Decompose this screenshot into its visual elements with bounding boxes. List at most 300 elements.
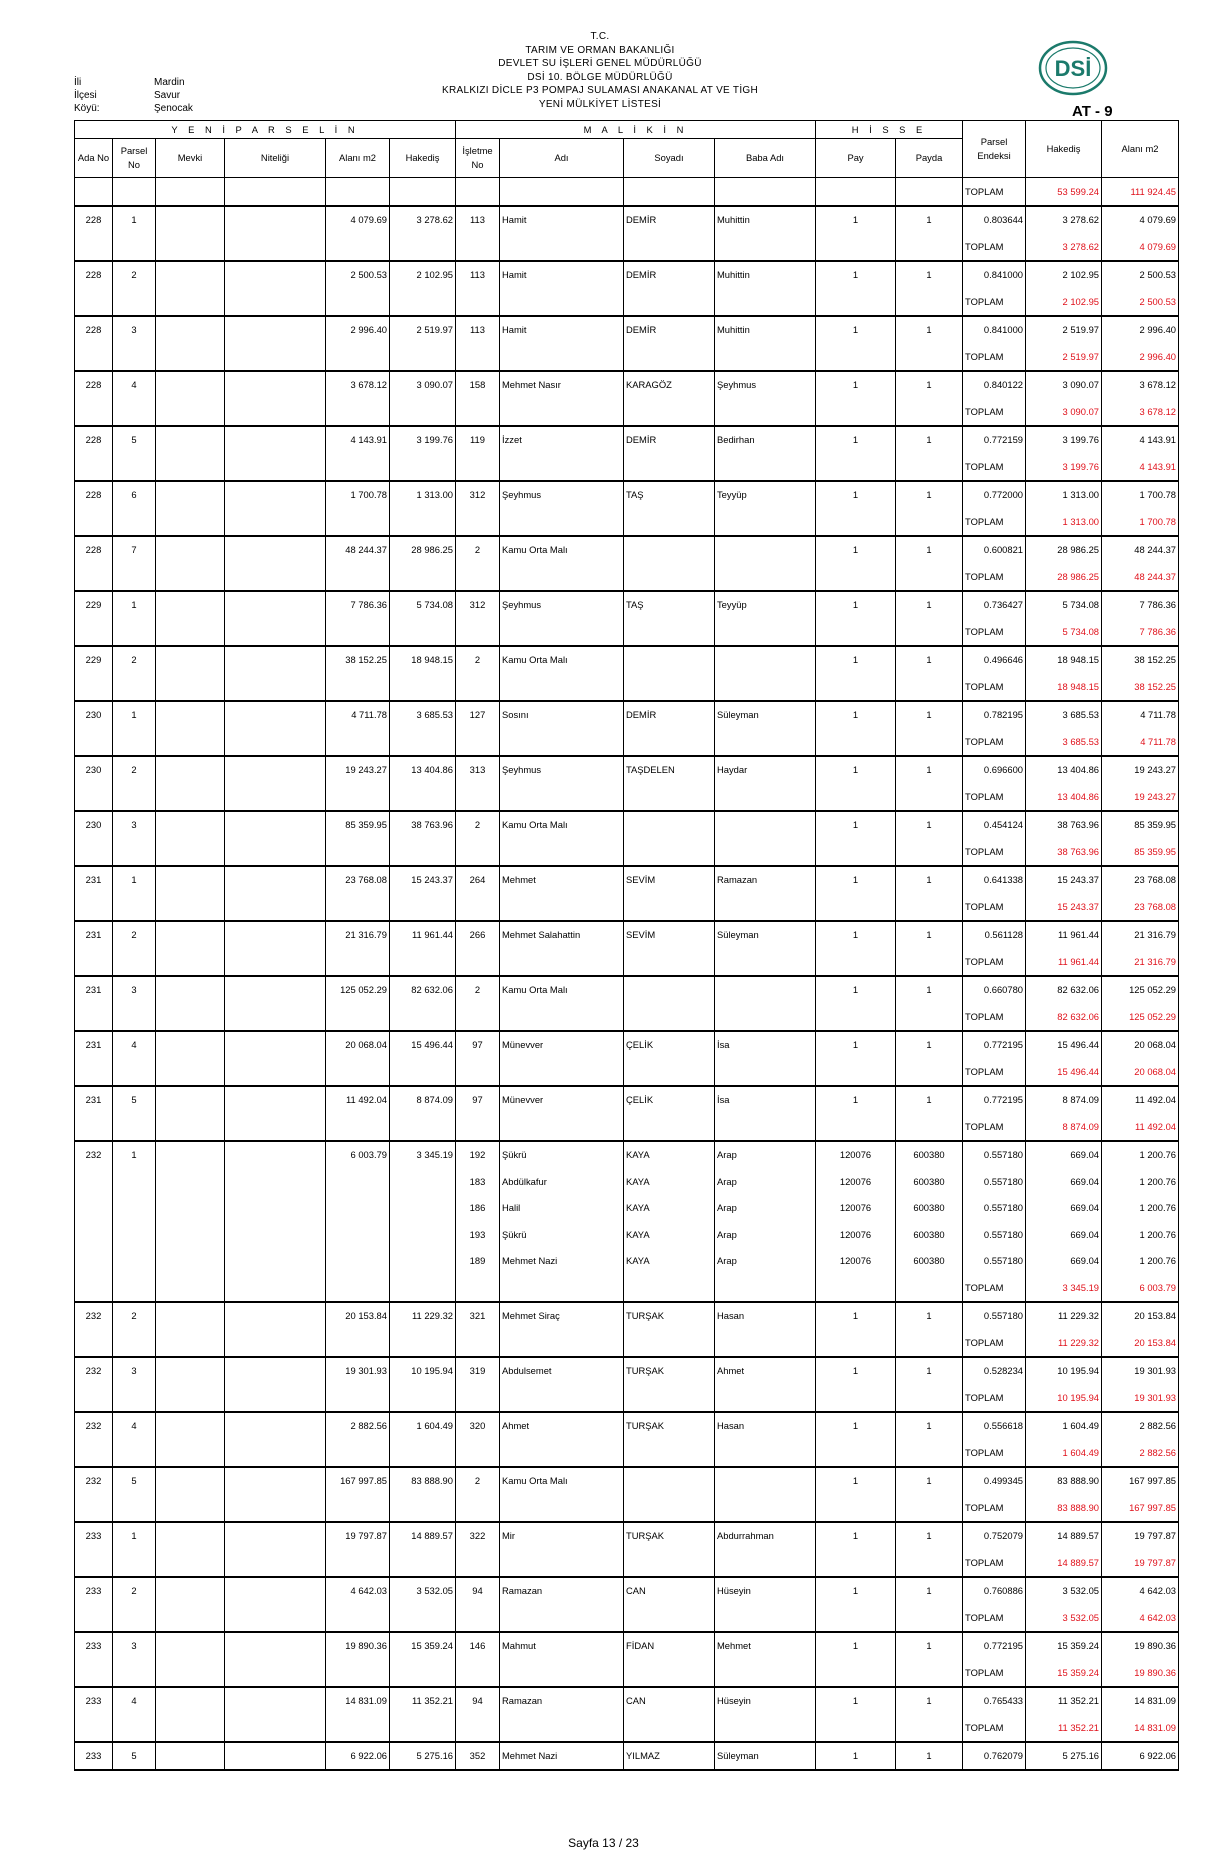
cell-soyadi: YILMAZ	[624, 1742, 715, 1771]
empty-cell	[456, 1058, 500, 1086]
total-alan: 4 642.03	[1102, 1604, 1179, 1632]
table-row	[75, 1632, 1179, 1660]
empty-cell	[624, 673, 715, 701]
empty-cell	[500, 1494, 624, 1522]
cell-payda: 600380	[896, 1195, 963, 1222]
cell-parsel: 3	[113, 976, 156, 1004]
toplam-label: TOPLAM	[963, 343, 1026, 371]
empty-cell	[156, 1549, 225, 1577]
cell-mevki	[156, 591, 225, 619]
total-alan: 11 492.04	[1102, 1113, 1179, 1141]
cell-alan: 4 711.78	[326, 701, 390, 729]
total-alan: 6 003.79	[1102, 1274, 1179, 1302]
cell-mevki	[156, 646, 225, 674]
empty-cell	[896, 1003, 963, 1031]
cell-baba: Hasan	[715, 1412, 816, 1440]
cell-hakedis2: 1 604.49	[1026, 1412, 1102, 1440]
cell-payda: 1	[896, 866, 963, 894]
empty-cell	[113, 1274, 156, 1302]
empty-cell	[816, 1329, 896, 1357]
cell-pay: 120076	[816, 1141, 896, 1169]
empty-cell	[456, 288, 500, 316]
empty-cell	[715, 673, 816, 701]
cell-niteligi	[225, 481, 326, 509]
cell-ada: 228	[75, 316, 113, 344]
cell-baba: Arap	[715, 1168, 816, 1195]
empty-cell	[715, 783, 816, 811]
cell-endeks: 0.557180	[963, 1168, 1026, 1195]
cell-endeks: 0.803644	[963, 206, 1026, 234]
cell-parsel: 2	[113, 1302, 156, 1330]
empty-cell	[715, 1329, 816, 1357]
empty-cell	[225, 838, 326, 866]
empty-cell	[715, 728, 816, 756]
cell-soyadi: TURŞAK	[624, 1357, 715, 1385]
empty-cell	[456, 1714, 500, 1742]
cell-mevki	[156, 976, 225, 1004]
cell-soyadi: KAYA	[624, 1221, 715, 1248]
empty-cell	[326, 398, 390, 426]
empty-cell	[225, 728, 326, 756]
empty-cell	[896, 508, 963, 536]
dsi-logo	[1038, 40, 1108, 96]
total-hakedis: 28 986.25	[1026, 563, 1102, 591]
empty-cell	[896, 728, 963, 756]
cell-ada: 233	[75, 1632, 113, 1660]
cell-mevki	[156, 866, 225, 894]
empty-cell	[75, 1604, 113, 1632]
table-row	[75, 811, 1179, 839]
empty-cell	[75, 1274, 113, 1302]
total-hakedis: 11 229.32	[1026, 1329, 1102, 1357]
cell-alan: 85 359.95	[326, 811, 390, 839]
total-row	[75, 563, 1179, 591]
empty-cell	[624, 1659, 715, 1687]
total-row	[75, 948, 1179, 976]
empty-cell	[896, 1494, 963, 1522]
cell-soyadi	[624, 811, 715, 839]
total-row	[75, 1329, 1179, 1357]
cell-endeks: 0.736427	[963, 591, 1026, 619]
cell-parsel	[113, 1168, 156, 1195]
cell-hakedis2: 11 229.32	[1026, 1302, 1102, 1330]
cell-alan2: 20 153.84	[1102, 1302, 1179, 1330]
cell-endeks: 0.561128	[963, 921, 1026, 949]
cell-soyadi: TURŞAK	[624, 1522, 715, 1550]
il-label: İli	[74, 77, 82, 88]
cell-soyadi: TAŞDELEN	[624, 756, 715, 784]
cell-adi: Halil	[500, 1195, 624, 1222]
cell-niteligi	[225, 316, 326, 344]
cell-payda: 600380	[896, 1221, 963, 1248]
empty-cell	[896, 453, 963, 481]
col-alan2: Alanı m2	[1102, 121, 1179, 178]
empty-cell	[896, 288, 963, 316]
empty-cell	[715, 948, 816, 976]
empty-cell	[156, 728, 225, 756]
cell-alan2: 6 922.06	[1102, 1742, 1179, 1771]
ilce-label: İlçesi	[74, 90, 97, 101]
empty-cell	[113, 618, 156, 646]
toplam-label: TOPLAM	[963, 1439, 1026, 1467]
empty-cell	[715, 1549, 816, 1577]
empty-cell	[156, 508, 225, 536]
empty-cell	[75, 1439, 113, 1467]
empty-cell	[624, 453, 715, 481]
cell-ada: 231	[75, 866, 113, 894]
cell-alan2: 2 996.40	[1102, 316, 1179, 344]
cell-hakedis: 3 278.62	[390, 206, 456, 234]
cell-isletme: 266	[456, 921, 500, 949]
cell-payda: 600380	[896, 1248, 963, 1275]
cell-alan2: 4 079.69	[1102, 206, 1179, 234]
cell-adi: Kamu Orta Malı	[500, 646, 624, 674]
cell-isletme: 94	[456, 1577, 500, 1605]
cell-hakedis2: 669.04	[1026, 1141, 1102, 1169]
cell-alan: 14 831.09	[326, 1687, 390, 1715]
empty-cell	[456, 1494, 500, 1522]
cell-hakedis	[390, 1168, 456, 1195]
col-adi: Adı	[500, 139, 624, 178]
cell-parsel: 5	[113, 1467, 156, 1495]
cell-baba	[715, 536, 816, 564]
cell-adi: Abdülkafur	[500, 1168, 624, 1195]
empty-cell	[816, 1549, 896, 1577]
cell-hakedis2: 10 195.94	[1026, 1357, 1102, 1385]
empty-cell	[715, 1113, 816, 1141]
cell-pay: 1	[816, 206, 896, 234]
cell-ada: 233	[75, 1522, 113, 1550]
empty-cell	[75, 563, 113, 591]
empty-cell	[326, 1604, 390, 1632]
empty-cell	[75, 728, 113, 756]
total-row	[75, 1549, 1179, 1577]
empty-cell	[113, 288, 156, 316]
cell-ada: 231	[75, 976, 113, 1004]
cell-parsel: 6	[113, 481, 156, 509]
cell-isletme: 97	[456, 1086, 500, 1114]
empty-cell	[326, 948, 390, 976]
table-row	[75, 371, 1179, 399]
total-alan: 14 831.09	[1102, 1714, 1179, 1742]
cell-pay: 1	[816, 1086, 896, 1114]
cell-alan2: 21 316.79	[1102, 921, 1179, 949]
cell-niteligi	[225, 1086, 326, 1114]
cell-parsel: 5	[113, 1086, 156, 1114]
empty-cell	[624, 893, 715, 921]
empty-cell	[75, 508, 113, 536]
empty-cell	[456, 948, 500, 976]
empty-cell	[456, 563, 500, 591]
cell-hakedis2: 82 632.06	[1026, 976, 1102, 1004]
cell-mevki	[156, 536, 225, 564]
empty-cell	[225, 1274, 326, 1302]
cell-hakedis2: 2 102.95	[1026, 261, 1102, 289]
cell-niteligi	[225, 1412, 326, 1440]
total-row	[75, 1439, 1179, 1467]
cell-parsel: 1	[113, 1522, 156, 1550]
cell-alan: 2 882.56	[326, 1412, 390, 1440]
toplam-label: TOPLAM	[963, 288, 1026, 316]
cell-adi: Şeyhmus	[500, 591, 624, 619]
cell-parsel: 5	[113, 426, 156, 454]
cell-payda: 1	[896, 1632, 963, 1660]
empty-cell	[326, 893, 390, 921]
empty-cell	[390, 398, 456, 426]
cell-pay: 1	[816, 811, 896, 839]
cell-adi: Ramazan	[500, 1687, 624, 1715]
cell-endeks: 0.782195	[963, 701, 1026, 729]
total-hakedis: 38 763.96	[1026, 838, 1102, 866]
empty-cell	[896, 1384, 963, 1412]
cell-soyadi: TAŞ	[624, 591, 715, 619]
empty-cell	[456, 1003, 500, 1031]
cell-mevki	[156, 811, 225, 839]
empty-cell	[390, 233, 456, 261]
cell-endeks: 0.841000	[963, 316, 1026, 344]
empty-cell	[75, 1003, 113, 1031]
cell-payda: 1	[896, 371, 963, 399]
empty-cell	[390, 1003, 456, 1031]
cell-baba: Hasan	[715, 1302, 816, 1330]
empty-cell	[624, 563, 715, 591]
cell-soyadi: CAN	[624, 1577, 715, 1605]
cell-payda: 1	[896, 1687, 963, 1715]
empty-cell	[500, 1604, 624, 1632]
cell-pay: 1	[816, 976, 896, 1004]
cell-hakedis2: 83 888.90	[1026, 1467, 1102, 1495]
empty-cell	[156, 948, 225, 976]
cell-payda: 1	[896, 1412, 963, 1440]
cell-niteligi	[225, 701, 326, 729]
total-hakedis: 82 632.06	[1026, 1003, 1102, 1031]
cell-pay: 1	[816, 756, 896, 784]
cell-hakedis: 82 632.06	[390, 976, 456, 1004]
empty-cell	[624, 1329, 715, 1357]
cell-hakedis2: 15 496.44	[1026, 1031, 1102, 1059]
cell-hakedis2: 669.04	[1026, 1168, 1102, 1195]
empty-cell	[156, 1439, 225, 1467]
cell-alan: 19 243.27	[326, 756, 390, 784]
cell-endeks: 0.760886	[963, 1577, 1026, 1605]
empty-cell	[816, 398, 896, 426]
cell-alan2: 2 882.56	[1102, 1412, 1179, 1440]
total-alan: 7 786.36	[1102, 618, 1179, 646]
empty-cell	[816, 1659, 896, 1687]
cell-soyadi: DEMİR	[624, 206, 715, 234]
cell-niteligi	[225, 866, 326, 894]
cell-alan2: 4 642.03	[1102, 1577, 1179, 1605]
empty-cell	[456, 508, 500, 536]
cell-adi: Mehmet	[500, 866, 624, 894]
empty-cell	[624, 1274, 715, 1302]
cell-parsel: 4	[113, 1031, 156, 1059]
cell-pay: 120076	[816, 1248, 896, 1275]
cell-adi: Kamu Orta Malı	[500, 536, 624, 564]
cell-payda: 1	[896, 1467, 963, 1495]
cell-endeks: 0.752079	[963, 1522, 1026, 1550]
cell-mevki	[156, 1195, 225, 1222]
cell-hakedis: 8 874.09	[390, 1086, 456, 1114]
toplam-label: TOPLAM	[963, 1058, 1026, 1086]
table-row	[75, 1357, 1179, 1385]
toplam-label: TOPLAM	[963, 233, 1026, 261]
cell-ada	[75, 1195, 113, 1222]
total-hakedis: 11 352.21	[1026, 1714, 1102, 1742]
cell-alan2: 85 359.95	[1102, 811, 1179, 839]
col-parsel: Parsel No	[113, 139, 156, 178]
empty-cell	[113, 1494, 156, 1522]
toplam-label: TOPLAM	[963, 1274, 1026, 1302]
empty-cell	[896, 398, 963, 426]
cell-alan: 19 301.93	[326, 1357, 390, 1385]
cell-endeks: 0.557180	[963, 1141, 1026, 1169]
cell-adi: Münevver	[500, 1031, 624, 1059]
empty-cell	[715, 398, 816, 426]
empty-cell	[816, 1003, 896, 1031]
cell-pay: 1	[816, 316, 896, 344]
cell-pay: 1	[816, 1357, 896, 1385]
cell-niteligi	[225, 1522, 326, 1550]
cell-mevki	[156, 1221, 225, 1248]
empty-cell	[500, 838, 624, 866]
empty-cell	[715, 343, 816, 371]
cell-niteligi	[225, 1221, 326, 1248]
table-row	[75, 1031, 1179, 1059]
cell-isletme: 319	[456, 1357, 500, 1385]
cell-hakedis: 3 532.05	[390, 1577, 456, 1605]
cell-baba	[715, 1467, 816, 1495]
cell-mevki	[156, 1248, 225, 1275]
cell-mevki	[156, 1687, 225, 1715]
empty-cell	[225, 948, 326, 976]
cell-pay: 120076	[816, 1195, 896, 1222]
cell-hakedis: 2 519.97	[390, 316, 456, 344]
cell-alan2: 20 068.04	[1102, 1031, 1179, 1059]
title-line-6: YENİ MÜLKİYET LİSTESİ	[538, 98, 662, 110]
cell-adi: İzzet	[500, 426, 624, 454]
empty-cell	[456, 398, 500, 426]
total-hakedis: 3 532.05	[1026, 1604, 1102, 1632]
total-hakedis: 15 359.24	[1026, 1659, 1102, 1687]
cell-pay: 1	[816, 426, 896, 454]
cell-alan: 6 003.79	[326, 1141, 390, 1169]
title-line-3: DEVLET SU İŞLERİ GENEL MÜDÜRLÜĞÜ	[498, 58, 702, 69]
cell-ada: 232	[75, 1302, 113, 1330]
cell-hakedis: 15 496.44	[390, 1031, 456, 1059]
empty-cell	[225, 1659, 326, 1687]
empty-cell	[624, 398, 715, 426]
total-row	[75, 1494, 1179, 1522]
table-row	[75, 481, 1179, 509]
empty-cell	[75, 783, 113, 811]
empty-cell	[225, 1329, 326, 1357]
cell-hakedis: 15 359.24	[390, 1632, 456, 1660]
col-alan: Alanı m2	[326, 139, 390, 178]
empty-cell	[225, 233, 326, 261]
cell-mevki	[156, 1141, 225, 1169]
empty-cell	[896, 563, 963, 591]
empty-cell	[896, 1274, 963, 1302]
cell-pay: 1	[816, 371, 896, 399]
page-footer: Sayfa 13 / 23	[568, 1836, 639, 1850]
empty-cell	[500, 398, 624, 426]
empty-cell	[624, 1003, 715, 1031]
koy-label: Köyü:	[74, 103, 100, 114]
empty-cell	[500, 1003, 624, 1031]
empty-cell	[624, 1494, 715, 1522]
empty-cell	[326, 1714, 390, 1742]
empty-cell	[225, 1714, 326, 1742]
cell-payda: 1	[896, 811, 963, 839]
toplam-label: TOPLAM	[963, 1604, 1026, 1632]
total-row	[75, 1604, 1179, 1632]
empty-cell	[896, 343, 963, 371]
cell-niteligi	[225, 1141, 326, 1169]
empty-cell	[390, 948, 456, 976]
empty-cell	[390, 618, 456, 646]
cell-ada: 228	[75, 371, 113, 399]
cell-baba: Şeyhmus	[715, 371, 816, 399]
empty-cell	[156, 398, 225, 426]
empty-cell	[456, 1549, 500, 1577]
cell-hakedis2: 11 352.21	[1026, 1687, 1102, 1715]
empty-cell	[500, 1384, 624, 1412]
toplam-label: TOPLAM	[963, 1384, 1026, 1412]
prev-total-row	[75, 178, 1179, 206]
empty-cell	[500, 893, 624, 921]
table-body	[75, 178, 1179, 1771]
cell-payda: 1	[896, 426, 963, 454]
title-line-5: KRALKIZI DİCLE P3 POMPAJ SULAMASI ANAKANAL AT VE TİGH	[442, 85, 758, 96]
cell-parsel: 4	[113, 1687, 156, 1715]
empty-cell	[156, 1113, 225, 1141]
table-row	[75, 1248, 1179, 1275]
empty-cell	[326, 1274, 390, 1302]
empty-cell	[500, 508, 624, 536]
empty-cell	[113, 233, 156, 261]
empty-cell	[156, 563, 225, 591]
cell-hakedis2: 13 404.86	[1026, 756, 1102, 784]
toplam-label: TOPLAM	[963, 1549, 1026, 1577]
table-row	[75, 206, 1179, 234]
cell-isletme: 312	[456, 481, 500, 509]
cell-endeks: 0.840122	[963, 371, 1026, 399]
empty-cell	[500, 1113, 624, 1141]
empty-cell	[500, 783, 624, 811]
cell-adi: Mehmet Nazi	[500, 1248, 624, 1275]
empty-cell	[75, 618, 113, 646]
cell-pay: 1	[816, 261, 896, 289]
empty-cell	[816, 1439, 896, 1467]
toplam-label: TOPLAM	[963, 838, 1026, 866]
table-row	[75, 1412, 1179, 1440]
empty-cell	[390, 728, 456, 756]
empty-cell	[113, 398, 156, 426]
total-hakedis: 5 734.08	[1026, 618, 1102, 646]
cell-adi: Şükrü	[500, 1221, 624, 1248]
cell-hakedis: 3 199.76	[390, 426, 456, 454]
total-alan: 1 700.78	[1102, 508, 1179, 536]
empty-cell	[715, 1003, 816, 1031]
cell-baba: Ahmet	[715, 1357, 816, 1385]
empty-cell	[456, 893, 500, 921]
cell-pay: 1	[816, 591, 896, 619]
cell-soyadi	[624, 1467, 715, 1495]
total-hakedis: 13 404.86	[1026, 783, 1102, 811]
table-row	[75, 921, 1179, 949]
cell-isletme: 193	[456, 1221, 500, 1248]
